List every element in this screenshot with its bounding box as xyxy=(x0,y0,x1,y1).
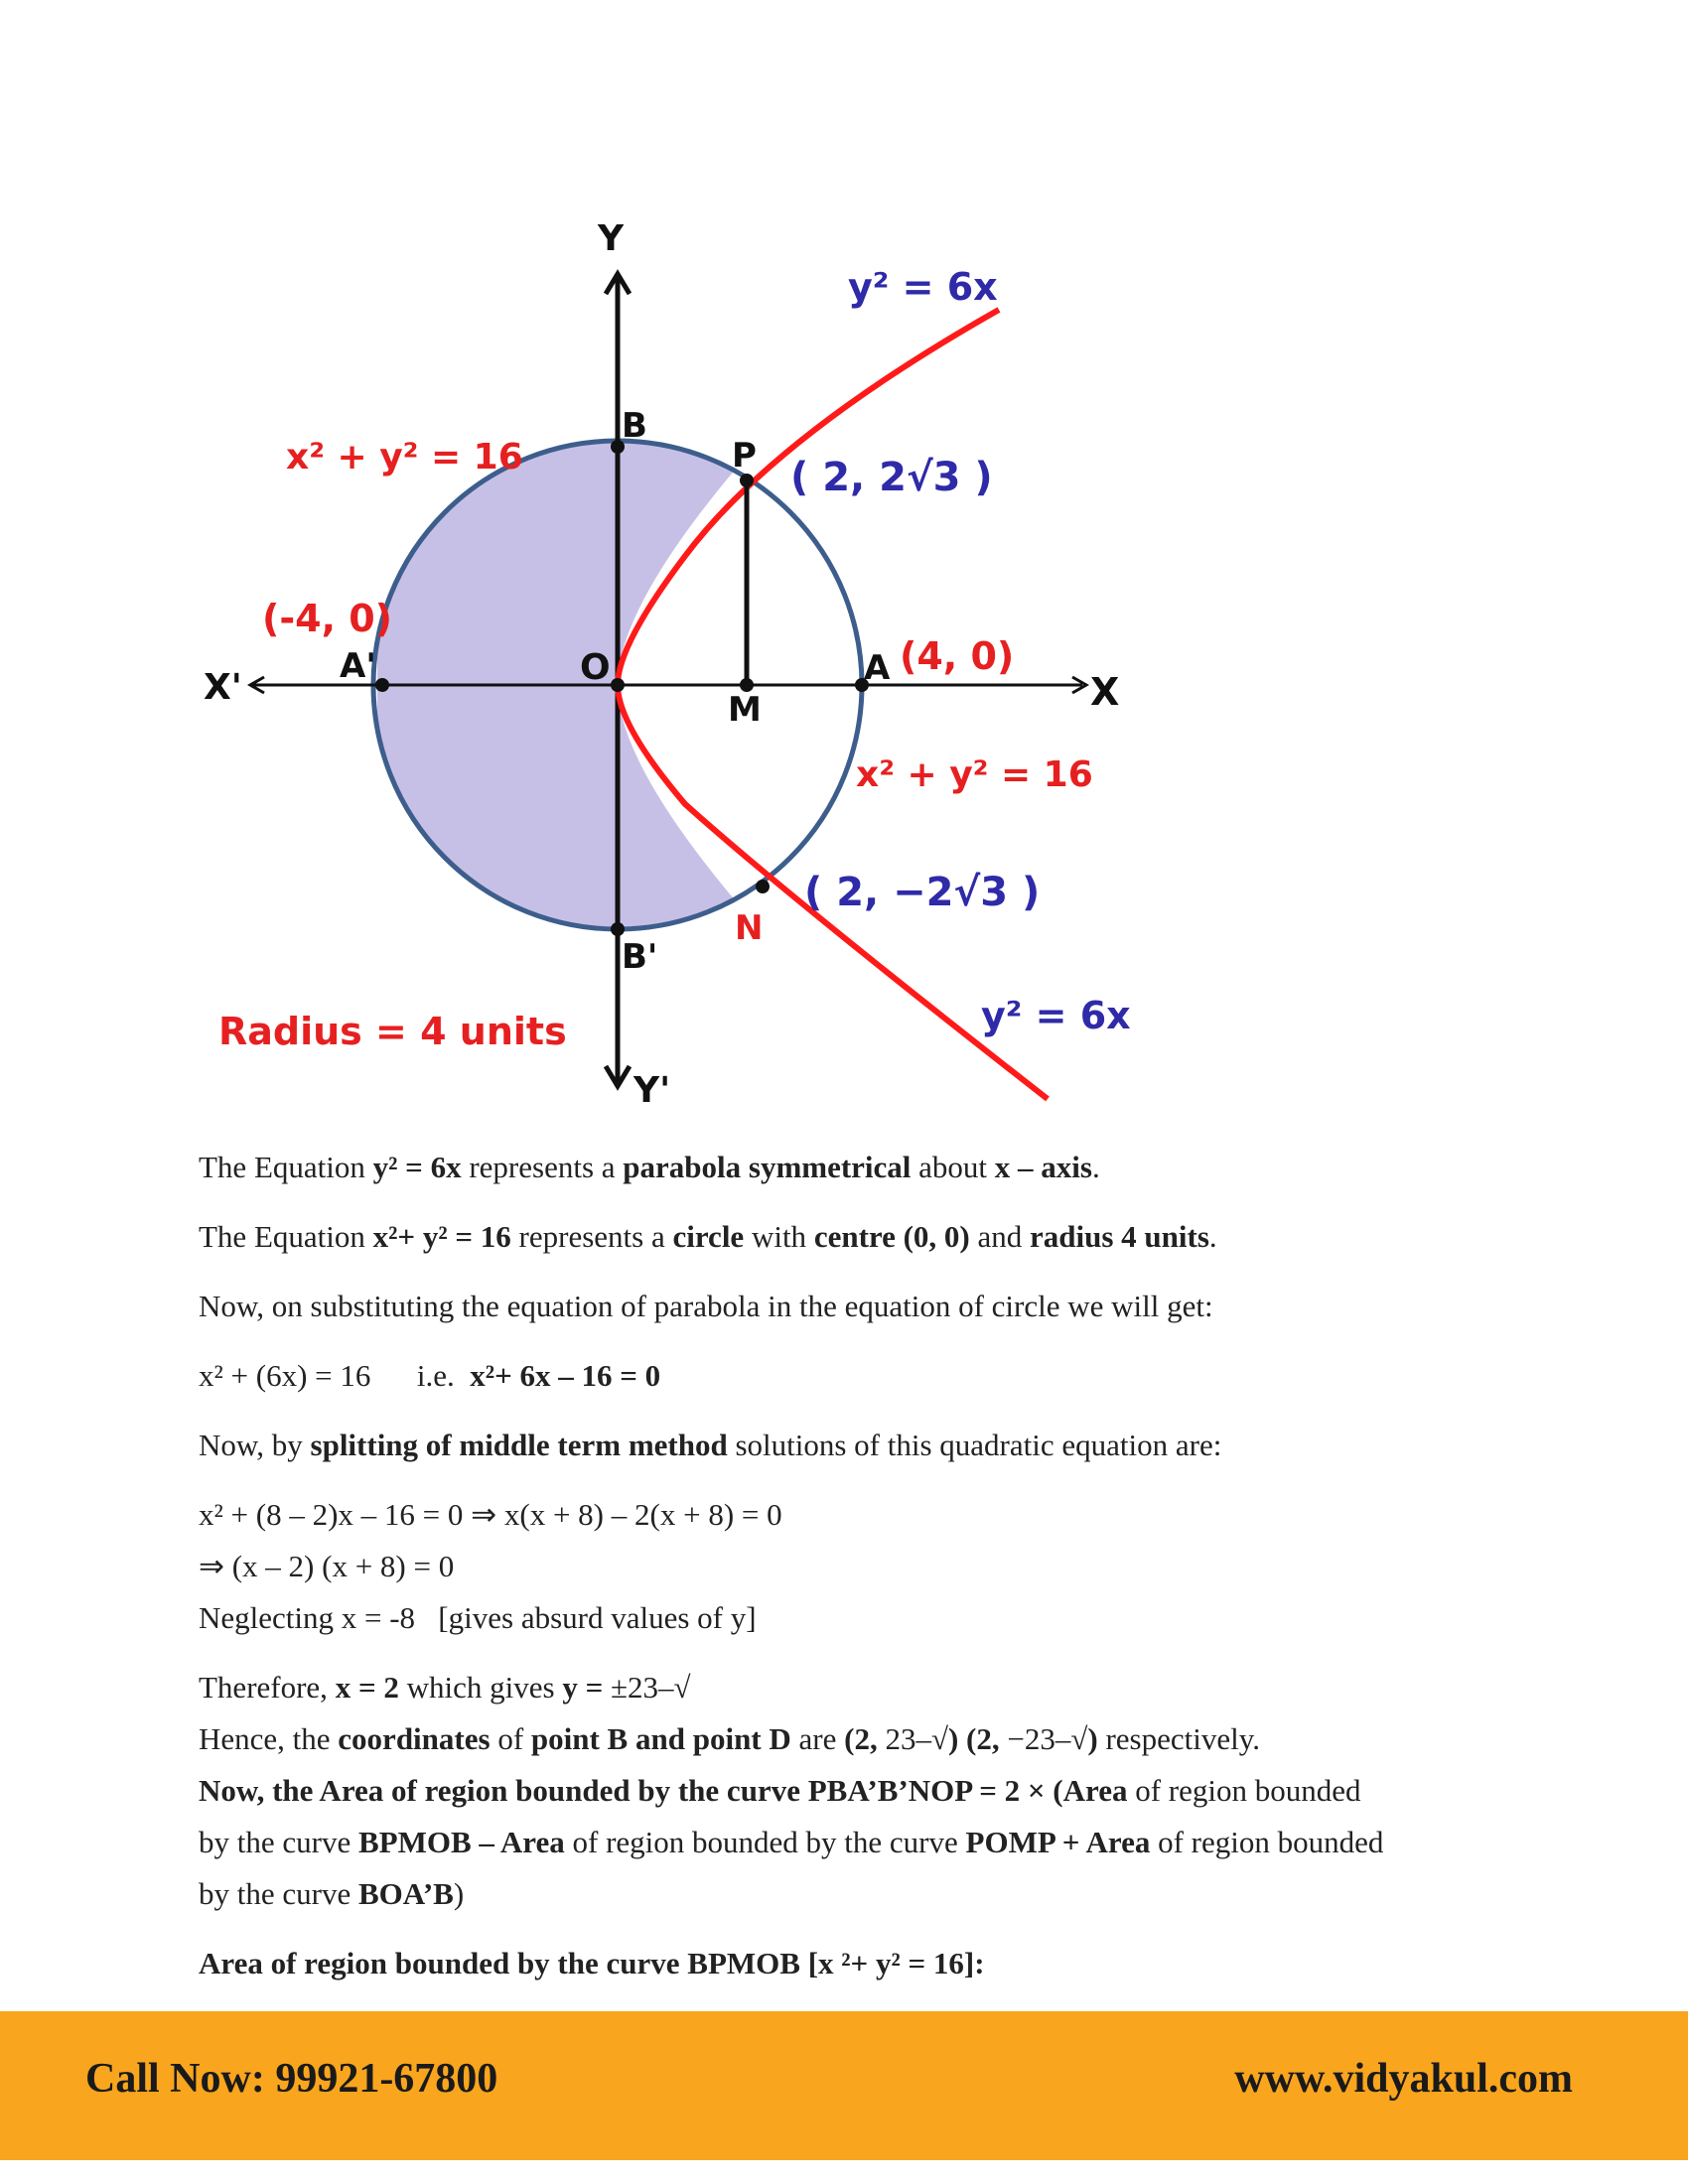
line-quadratic: x² + (6x) = 16 i.e. x²+ 6x – 16 = 0 xyxy=(199,1358,661,1393)
line-splitting-method: Now, by splitting of middle term method solutions of this quadratic equation are: xyxy=(199,1428,1222,1462)
point-b-prime-label: B' xyxy=(622,937,658,977)
circle-equation-left: x² + y² = 16 xyxy=(286,437,523,478)
line-factor-step: x² + (8 – 2)x – 16 = 0 ⇒ x(x + 8) – 2(x + 8) = 0 xyxy=(199,1497,782,1532)
point-a-prime-dot xyxy=(375,678,389,692)
website-link[interactable]: www.vidyakul.com xyxy=(1234,2056,1573,2102)
line-area-formula-1: Now, the Area of region bounded by the curve PBA’B’NOP = 2 × (Area of region bounded xyxy=(199,1773,1361,1808)
line-circle-description: The Equation x²+ y² = 16 represents a circle with centre (0, 0) and radius 4 units. xyxy=(199,1219,1217,1254)
y-axis-label: Y xyxy=(598,218,625,259)
parabola-equation-top: y² = 6x xyxy=(848,265,998,309)
point-b-prime-dot xyxy=(611,922,625,936)
line-factored: ⇒ (x – 2) (x + 8) = 0 xyxy=(199,1549,455,1583)
line-therefore: Therefore, x = 2 which gives y = ±23–√ xyxy=(199,1670,691,1705)
footer-bar xyxy=(0,2011,1688,2160)
point-p-dot xyxy=(740,474,754,487)
parabola-curve xyxy=(618,310,1048,1099)
line-area-formula-3: by the curve BOA’B) xyxy=(199,1876,465,1911)
circle-equation-right: x² + y² = 16 xyxy=(856,754,1093,795)
point-a-prime-label: A' xyxy=(340,646,376,686)
call-now-text: Call Now: 99921-67800 xyxy=(85,2056,498,2102)
x-prime-axis-label: X' xyxy=(204,667,242,708)
line-parabola-description: The Equation y² = 6x represents a parabola symmetrical about x – axis. xyxy=(199,1150,1100,1184)
coordinate-a-prime: (-4, 0) xyxy=(262,597,393,640)
point-m-label: M xyxy=(728,690,762,730)
point-o-dot xyxy=(611,678,625,692)
point-a-label: A xyxy=(864,648,891,688)
point-p-label: P xyxy=(732,436,757,476)
coordinate-a: (4, 0) xyxy=(900,634,1015,678)
solution-text xyxy=(199,1142,1519,1989)
y-prime-axis-label: Y' xyxy=(633,1070,671,1111)
coordinate-n: ( 2, −2√3 ) xyxy=(804,870,1041,915)
line-neglecting: Neglecting x = -8 [gives absurd values of y] xyxy=(199,1600,757,1635)
parabola-equation-bottom: y² = 6x xyxy=(981,994,1131,1037)
x-axis-label: X xyxy=(1090,670,1120,714)
line-area-formula-2: by the curve BPMOB – Area of region bounded by the curve POMP + Area of region bounded xyxy=(199,1825,1384,1859)
coordinate-p: ( 2, 2√3 ) xyxy=(790,455,993,500)
line-substitution: Now, on substituting the equation of parabola in the equation of circle we will get: xyxy=(199,1289,1213,1323)
point-n-dot xyxy=(756,880,770,893)
radius-label: Radius = 4 units xyxy=(218,1010,567,1053)
point-b-label: B xyxy=(622,406,647,446)
line-coordinates: Hence, the coordinates of point B and point D are (2, 23–√) (2, −23–√) respectively. xyxy=(199,1721,1260,1756)
point-n-label: N xyxy=(735,908,764,948)
line-area-heading: Area of region bounded by the curve BPMOB [x ²+ y² = 16]: xyxy=(199,1946,985,1980)
point-o-label: O xyxy=(580,647,611,688)
